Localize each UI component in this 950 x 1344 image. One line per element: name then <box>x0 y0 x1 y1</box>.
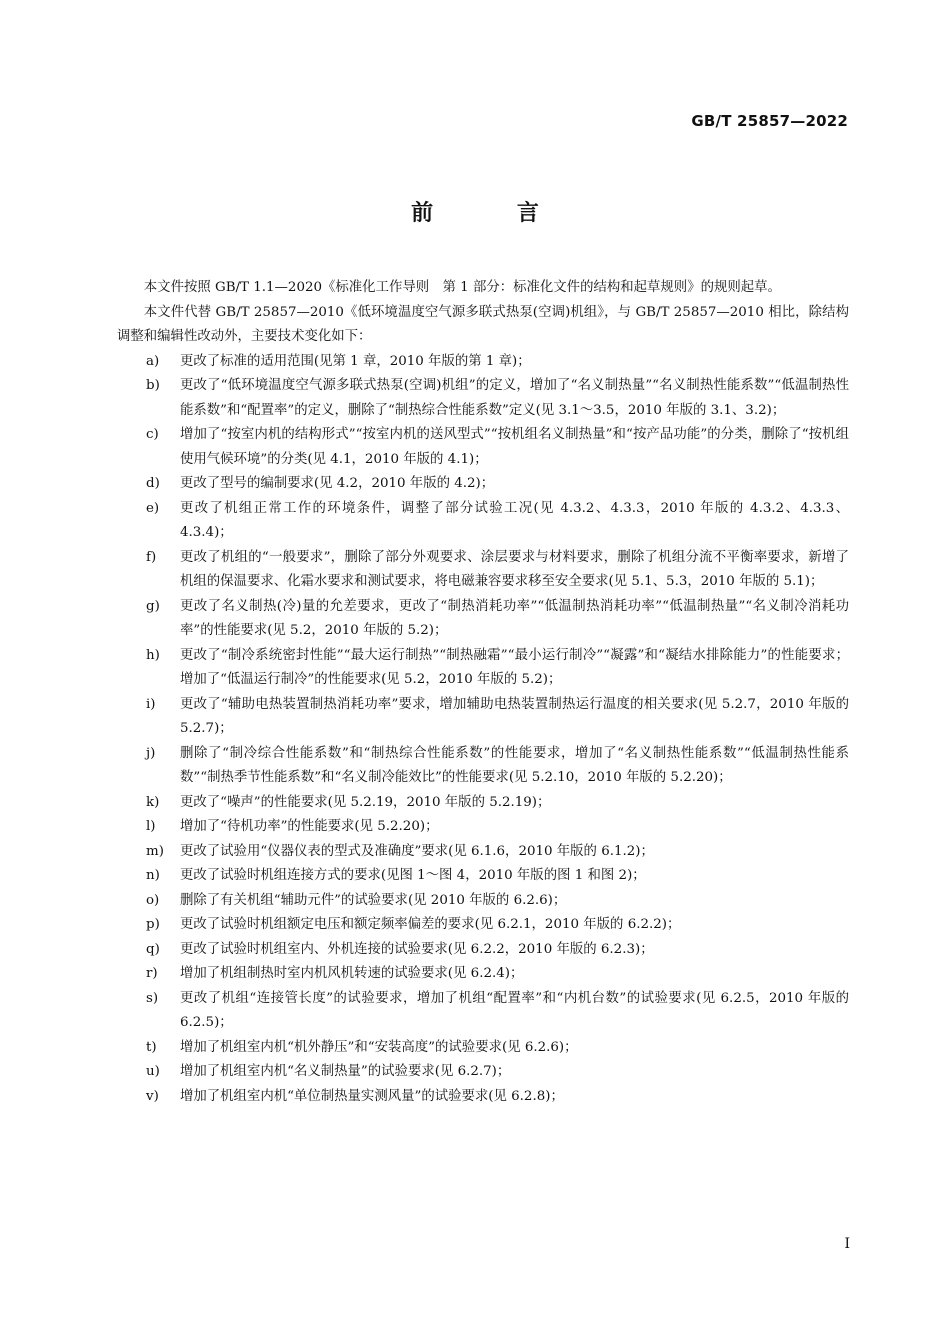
list-item-label: j) <box>146 745 156 761</box>
page-number: I <box>844 1236 850 1252</box>
list-item-label: o) <box>146 892 160 908</box>
list-item-label: a) <box>146 353 160 369</box>
list-item-text: 增加了机组室内机“名义制热量”的试验要求(见 6.2.7)； <box>180 1064 511 1079</box>
list-item-text: 更改了标准的适用范围(见第 1 章，2010 年版的第 1 章)； <box>180 353 531 369</box>
list-item-text: 更改了试验用“仪器仪表的型式及准确度”要求(见 6.1.6，2010 年版的 6.1.2)； <box>180 843 654 859</box>
list-item <box>117 595 849 644</box>
list-item <box>117 374 849 423</box>
list-item-text: 增加了机组制热时室内机风机转速的试验要求(见 6.2.4)； <box>180 966 524 981</box>
list-item-label: u) <box>146 1064 160 1079</box>
list-item <box>117 840 849 865</box>
list-item-text: 删除了“制冷综合性能系数”和“制热综合性能系数”的性能要求，增加了“名义制热性能系数”“低温制热性能系数”“制热季节性能系数”和“名义制冷能效比”的性能要求(见 5.2.10，2010 年版的 5.2.20)； <box>180 745 849 785</box>
list-item-text: 更改了名义制热(冷)量的允差要求，更改了“制热消耗功率”“低温制热消耗功率”“低温制热量”“名义制冷消耗功率”的性能要求(见 5.2，2010 年版的 5.2)； <box>180 598 849 638</box>
list-item <box>117 864 849 889</box>
list-item <box>117 693 849 742</box>
list-item-text: 增加了“待机功率”的性能要求(见 5.2.20)； <box>180 819 439 834</box>
list-item-text: 更改了试验时机组连接方式的要求(见图 1～图 4，2010 年版的图 1 和图 2)； <box>180 868 646 883</box>
list-item-label: i) <box>146 696 156 712</box>
list-item-text: 更改了试验时机组室内、外机连接的试验要求(见 6.2.2，2010 年版的 6.2.3)； <box>180 941 654 957</box>
list-item <box>117 350 849 375</box>
list-item <box>117 644 849 693</box>
list-item-label: l) <box>146 819 156 834</box>
list-item <box>117 546 849 595</box>
list-item <box>117 1085 849 1110</box>
list-item-label: t) <box>146 1039 157 1055</box>
list-item-label: f) <box>146 549 157 565</box>
list-item-text: 更改了型号的编制要求(见 4.2，2010 年版的 4.2)； <box>180 476 495 491</box>
list-item-label: s) <box>146 990 159 1006</box>
intro-paragraph: 本文件代替 GB/T 25857—2010《低环境温度空气源多联式热泵(空调)机组》，与 GB/T 25857—2010 相比，除结构调整和编辑性改动外，主要技术变化如下： <box>117 304 849 344</box>
list-item-text: 更改了机组的“一般要求”，删除了部分外观要求、涂层要求与材料要求，删除了机组分流不平衡率要求，新增了机组的保温要求、化霜水要求和测试要求，将电磁兼容要求移至安全要求(见 5.1、5.3，2010 年版的 5.1)； <box>180 549 849 589</box>
list-item <box>117 472 849 497</box>
list-item <box>117 423 849 472</box>
list-item-label: m) <box>146 843 164 859</box>
list-item-label: p) <box>146 917 160 932</box>
standard-code: GB/T 25857—2022 <box>691 112 848 130</box>
list-item-text: 更改了试验时机组额定电压和额定频率偏差的要求(见 6.2.1，2010 年版的 6.2.2)； <box>180 917 681 932</box>
list-item-text: 增加了机组室内机“单位制热量实测风量”的试验要求(见 6.2.8)； <box>180 1088 564 1104</box>
document-body <box>117 276 849 1109</box>
list-item-text: 更改了“辅助电热装置制热消耗功率”要求，增加辅助电热装置制热运行温度的相关要求(见 5.2.7，2010 年版的 5.2.7)； <box>180 696 849 736</box>
list-item-text: 更改了“制冷系统密封性能”“最大运行制热”“制热融霜”“最小运行制冷”“凝露”和“凝结水排除能力”的性能要求；增加了“低温运行制冷”的性能要求(见 5.2，2010 年版的 5.2)； <box>180 647 849 687</box>
list-item-label: v) <box>146 1088 159 1104</box>
list-item <box>117 913 849 938</box>
list-item-label: n) <box>146 868 160 883</box>
list-item <box>117 1036 849 1061</box>
list-item-text: 删除了有关机组“辅助元件”的试验要求(见 2010 年版的 6.2.6)； <box>180 892 567 908</box>
list-item <box>117 1060 849 1085</box>
list-item <box>117 742 849 791</box>
list-item-label: e) <box>146 500 160 516</box>
list-item <box>117 791 849 816</box>
change-list <box>117 350 849 1110</box>
list-item <box>117 938 849 963</box>
list-item-text: 更改了“噪声”的性能要求(见 5.2.19，2010 年版的 5.2.19)； <box>180 794 551 810</box>
list-item-label: k) <box>146 794 160 810</box>
list-item <box>117 497 849 546</box>
list-item-text: 更改了“低环境温度空气源多联式热泵(空调)机组”的定义，增加了“名义制热量”“名义制热性能系数”“低温制热性能系数”和“配置率”的定义，删除了“制热综合性能系数”定义(见 3.1～3.5，2010 年版的 3.1、3.2)； <box>180 378 849 418</box>
list-item <box>117 962 849 987</box>
list-item-text: 增加了机组室内机“机外静压”和“安装高度”的试验要求(见 6.2.6)； <box>180 1039 578 1055</box>
list-item-label: h) <box>146 647 160 663</box>
list-item-label: q) <box>146 941 160 957</box>
list-item-label: r) <box>146 966 158 981</box>
list-item-label: d) <box>146 476 160 491</box>
list-item-label: g) <box>146 598 160 614</box>
list-item <box>117 889 849 914</box>
page-title: 前 言 <box>411 201 577 226</box>
list-item-label: c) <box>146 427 159 442</box>
list-item-text: 增加了“按室内机的结构形式”“按室内机的送风型式”“按机组名义制热量”和“按产品功能”的分类，删除了“按机组使用气候环境”的分类(见 4.1，2010 年版的 4.1)； <box>180 427 849 467</box>
list-item-label: b) <box>146 378 160 393</box>
list-item-text: 更改了机组“连接管长度”的试验要求，增加了机组“配置率”和“内机台数”的试验要求(见 6.2.5，2010 年版的 6.2.5)； <box>180 990 849 1030</box>
intro-paragraph: 本文件按照 GB/T 1.1—2020《标准化工作导则 第 1 部分：标准化文件的结构和起草规则》的规则起草。 <box>143 280 781 295</box>
list-item-text: 更改了机组正常工作的环境条件，调整了部分试验工况(见 4.3.2、4.3.3，2010 年版的 4.3.2、4.3.3、4.3.4)； <box>180 500 849 540</box>
list-item <box>117 815 849 840</box>
list-item <box>117 987 849 1036</box>
